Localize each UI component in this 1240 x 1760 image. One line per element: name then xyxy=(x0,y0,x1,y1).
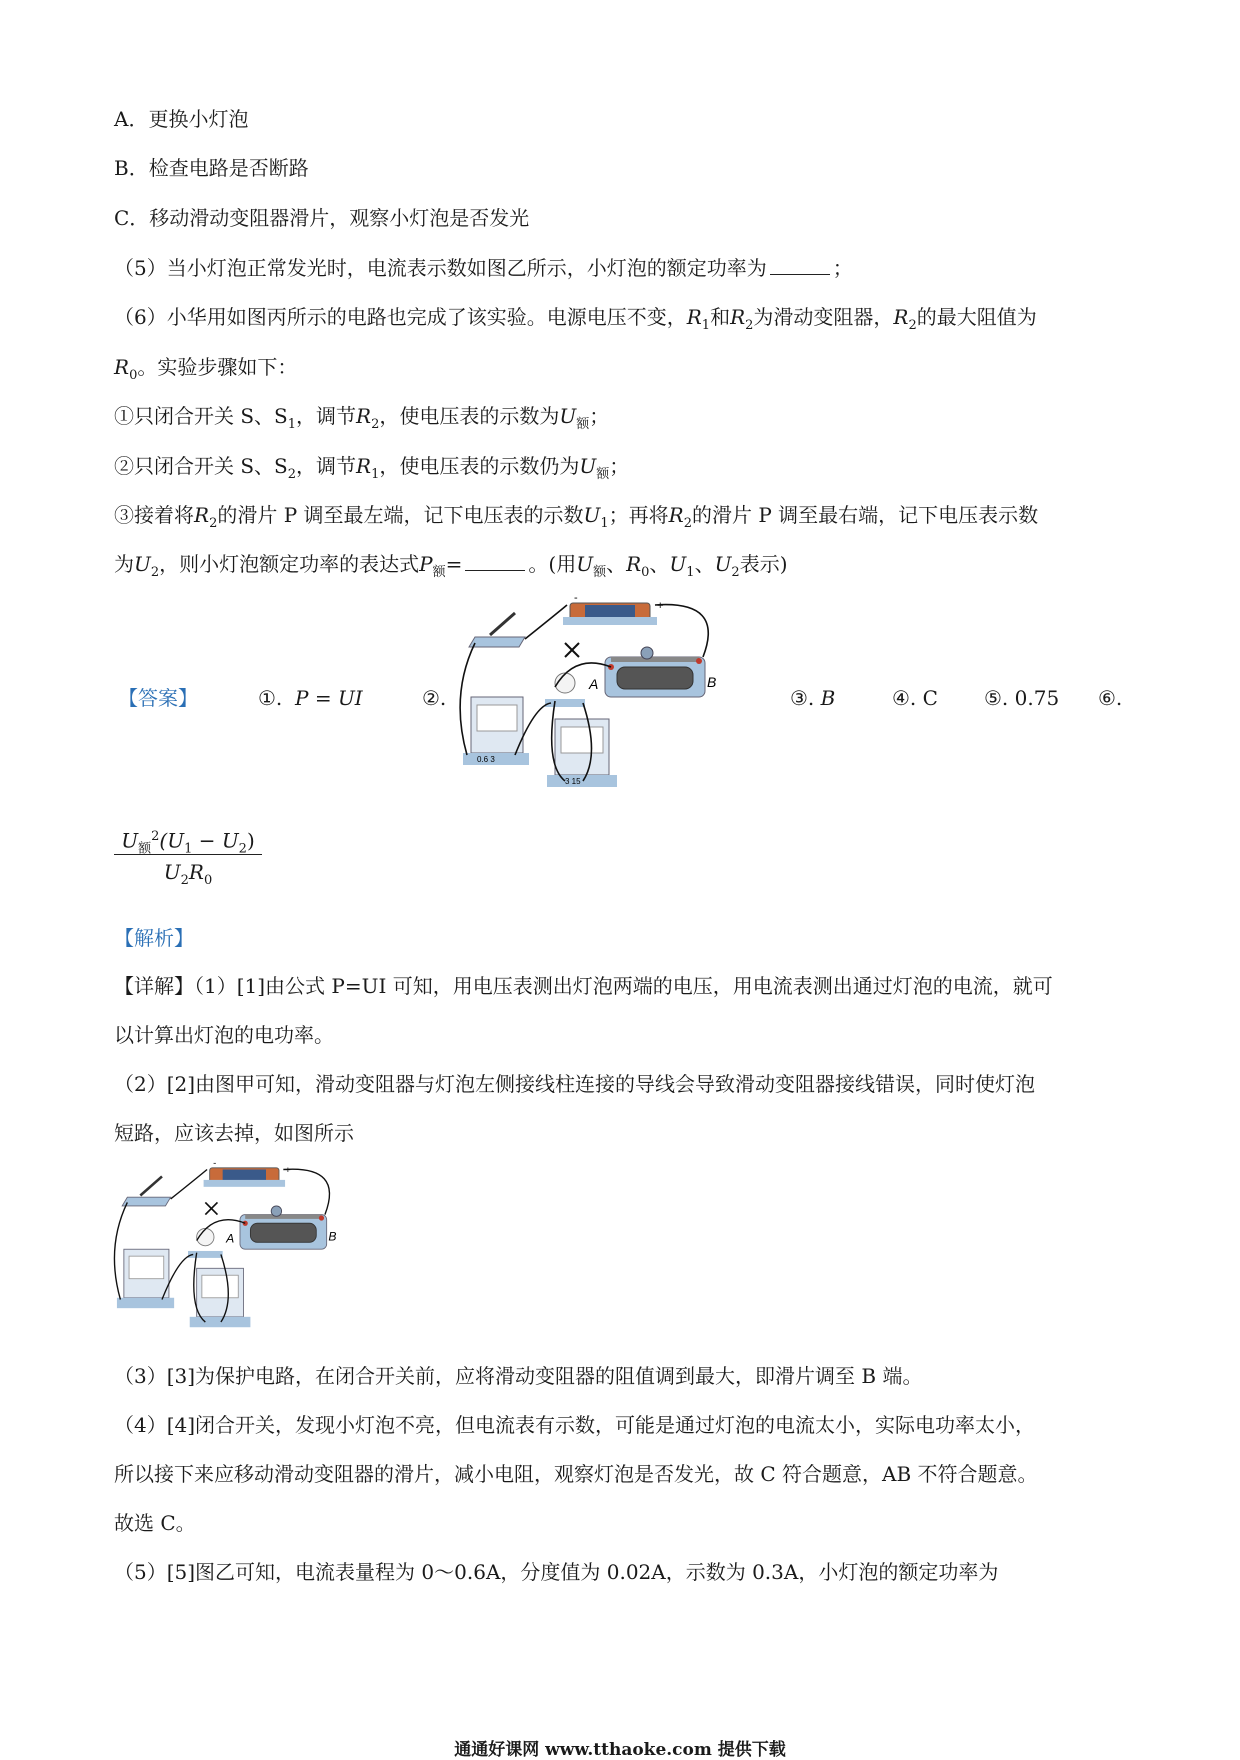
symbol-u: U xyxy=(583,503,601,527)
answer-6: ⑥. xyxy=(1098,686,1123,710)
step-text: 、 xyxy=(649,552,670,576)
answer-number: ⑤. xyxy=(984,686,1009,710)
subscript: 2 xyxy=(180,873,189,888)
symbol-r: R xyxy=(893,305,909,329)
symbol-u: U xyxy=(579,454,597,478)
voltmeter-ticks: 3 15 xyxy=(565,777,581,786)
formula-symbol: U xyxy=(121,828,139,853)
q6-text: （6）小华用如图丙所示的电路也完成了该实验。电源电压不变， xyxy=(114,305,687,329)
step-text: 的滑片 P 调至最左端，记下电压表的示数 xyxy=(217,503,584,527)
subscript: 1 xyxy=(701,318,711,333)
symbol-u: U xyxy=(714,552,732,576)
subscript: 0 xyxy=(203,873,213,888)
formula-denominator xyxy=(114,857,262,887)
voltmeter-dial xyxy=(561,727,603,753)
ammeter-base xyxy=(117,1298,174,1308)
subscript: 额 xyxy=(432,565,446,580)
battery xyxy=(223,1170,266,1182)
battery-minus: - xyxy=(574,595,578,604)
answer-tag: 【答案】 xyxy=(118,686,198,710)
subscript: 1 xyxy=(686,565,695,580)
symbol-r: R xyxy=(626,552,642,576)
rheostat-coil xyxy=(250,1223,316,1242)
symbol-u: U xyxy=(559,404,577,428)
wire xyxy=(171,1170,207,1199)
formula-symbol: R xyxy=(188,860,204,884)
label-b: B xyxy=(707,674,717,690)
q5-end: ； xyxy=(832,256,853,280)
switch-lever xyxy=(490,613,515,635)
ammeter-base xyxy=(463,753,529,765)
answer-1 xyxy=(258,686,363,710)
q6-text: 的最大阻值为 xyxy=(916,305,1037,329)
step-text: 表示) xyxy=(739,552,788,576)
battery-base xyxy=(204,1180,285,1187)
step-text: ③接着将 xyxy=(114,503,194,527)
superscript: 2 xyxy=(151,829,160,844)
step-1 xyxy=(114,404,609,437)
step-3 xyxy=(114,503,1038,536)
subscript: 额 xyxy=(576,417,590,432)
step-text: 。(用 xyxy=(528,552,577,576)
symbol-r: R xyxy=(356,454,372,478)
label-a: A xyxy=(589,676,599,692)
voltmeter-dial xyxy=(202,1275,238,1298)
formula-symbol: − U xyxy=(192,828,239,853)
detail-tag: 【详解】 xyxy=(114,974,194,998)
voltmeter-base xyxy=(547,775,617,787)
symbol-u: U xyxy=(669,552,687,576)
battery-plus: + xyxy=(285,1164,291,1176)
step-text: ；再将 xyxy=(608,503,669,527)
symbol-r: R xyxy=(730,305,746,329)
q6-text: 。实验步骤如下： xyxy=(137,355,298,379)
question-6-line1 xyxy=(114,305,1037,338)
subscript: 2 xyxy=(371,417,380,432)
q6-text: 为滑动变阻器， xyxy=(753,305,894,329)
subscript: 1 xyxy=(184,841,193,857)
step-4 xyxy=(114,552,788,585)
step-text: ，使电压表的示数仍为 xyxy=(379,454,580,478)
subscript: 额 xyxy=(596,467,610,482)
answer-4 xyxy=(892,686,938,710)
step-text: ，调节 xyxy=(296,404,357,428)
detail-4b: 所以接下来应移动滑动变阻器的滑片，减小电阻，观察灯泡是否发光，故 C 符合题意，AB 不符合题意。 xyxy=(114,1462,1038,1486)
switch xyxy=(122,1197,171,1206)
battery-base xyxy=(563,617,657,625)
step-text: ； xyxy=(609,454,630,478)
step-text: 、 xyxy=(606,552,627,576)
answer-value: C xyxy=(922,686,938,710)
detail-1b: 以计算出灯泡的电功率。 xyxy=(114,1023,334,1047)
answer-6-formula xyxy=(114,822,262,887)
battery-plus: + xyxy=(657,600,664,612)
subscript: 2 xyxy=(731,565,740,580)
subscript: 额 xyxy=(593,565,607,580)
subscript: 1 xyxy=(600,516,609,531)
rheostat-coil xyxy=(617,667,693,689)
switch-lever xyxy=(140,1176,162,1195)
option-c: C．移动滑动变阻器滑片，观察小灯泡是否发光 xyxy=(114,206,530,230)
answer-value: 0.75 xyxy=(1014,686,1060,710)
switch xyxy=(469,637,525,647)
step-text: ①只闭合开关 S、S xyxy=(114,404,288,428)
detail-4: （4）[4]闭合开关，发现小灯泡不亮，但电流表有示数，可能是通过灯泡的电流太小，实际电功率太小， xyxy=(114,1413,1036,1437)
symbol-r: R xyxy=(114,355,130,379)
rheostat-slider xyxy=(641,647,653,659)
circuit-diagram xyxy=(455,595,755,795)
symbol-p: P xyxy=(419,552,433,576)
wire xyxy=(655,605,708,657)
subscript: 0 xyxy=(641,565,650,580)
terminal xyxy=(319,1215,324,1220)
subscript: 2 xyxy=(150,565,160,580)
subscript: 2 xyxy=(209,516,218,531)
page-footer: 通通好课网 www.tthaoke.com 提供下载 xyxy=(454,1740,786,1760)
ammeter-dial xyxy=(129,1256,164,1279)
answer-value: B xyxy=(820,686,836,710)
answer-3 xyxy=(790,686,835,710)
subscript: 1 xyxy=(287,417,297,432)
subscript: 2 xyxy=(683,516,692,531)
detail-2: （2）[2]由图甲可知，滑动变阻器与灯泡左侧接线柱连接的导线会导致滑动变阻器接线错误，同时使灯泡 xyxy=(114,1072,1036,1096)
subscript: 0 xyxy=(129,368,138,383)
symbol-u: U xyxy=(134,552,151,576)
voltmeter-base xyxy=(190,1317,251,1327)
detail-2b: 短路，应该去掉，如图所示 xyxy=(114,1121,354,1145)
q6-text: 和 xyxy=(710,305,731,329)
subscript: 2 xyxy=(745,318,754,333)
symbol-r: R xyxy=(356,404,372,428)
step-text: ，则小灯泡额定功率的表达式 xyxy=(159,552,420,576)
step-text: ，调节 xyxy=(296,454,357,478)
detail-1 xyxy=(114,974,1053,998)
detail-4c: 故选 C。 xyxy=(114,1511,196,1535)
subscript: 1 xyxy=(371,467,380,482)
analysis-tag: 【解析】 xyxy=(114,926,194,950)
question-6-line2 xyxy=(114,355,297,388)
answer-number: ④. xyxy=(892,686,917,710)
circuit-diagram-corrected xyxy=(110,1160,370,1335)
symbol-u: U xyxy=(576,552,594,576)
q5-text: （5）当小灯泡正常发光时，电流表示数如图乙所示，小灯泡的额定功率为 xyxy=(114,256,767,280)
option-b: B．检查电路是否断路 xyxy=(114,156,309,180)
rheostat-bar xyxy=(611,657,699,662)
step-text: ②只闭合开关 S、S xyxy=(114,454,288,478)
formula-numerator xyxy=(114,822,262,857)
wire xyxy=(525,605,567,639)
rheostat-slider xyxy=(271,1206,281,1216)
terminal xyxy=(696,658,702,664)
step-text: 的滑片 P 调至最右端，记下电压表示数 xyxy=(692,503,1039,527)
option-a: A．更换小灯泡 xyxy=(114,107,249,131)
rheostat-bar xyxy=(245,1215,321,1219)
ammeter-dial xyxy=(477,705,517,731)
detail-5: （5）[5]图乙可知，电流表量程为 0～0.6A，分度值为 0.02A，示数为 0.3A，小灯泡的额定功率为 xyxy=(114,1560,999,1584)
answer-5 xyxy=(984,686,1059,710)
step-text: = xyxy=(445,552,463,576)
step-text: 、 xyxy=(694,552,715,576)
answer-2: ②. xyxy=(422,686,447,710)
label-a: A xyxy=(226,1231,235,1246)
step-text: 为 xyxy=(114,552,134,576)
answer-number: ③. xyxy=(790,686,815,710)
battery xyxy=(585,605,635,619)
detail-3: （3）[3]为保护电路，在闭合开关前，应将滑动变阻器的阻值调到最大，即滑片调至 B 端。 xyxy=(114,1364,923,1388)
subscript: 2 xyxy=(287,467,297,482)
step-text: ，使电压表的示数为 xyxy=(379,404,560,428)
detail-text: （1）[1]由公式 P=UI 可知，用电压表测出灯泡两端的电压，用电流表测出通过灯泡的电流，就可 xyxy=(194,974,1053,998)
step-2 xyxy=(114,454,629,487)
symbol-r: R xyxy=(194,503,210,527)
answer-value: P = UI xyxy=(295,686,363,710)
symbol-r: R xyxy=(668,503,684,527)
ammeter-ticks: 0.6 3 xyxy=(477,755,495,764)
battery-minus: - xyxy=(213,1160,217,1170)
step-text: ； xyxy=(589,404,610,428)
subscript: 额 xyxy=(138,841,152,857)
subscript: 2 xyxy=(908,318,917,333)
symbol-r: R xyxy=(686,305,702,329)
answer-blank xyxy=(465,552,525,571)
answer-blank xyxy=(770,256,830,275)
formula-symbol: ) xyxy=(246,828,255,853)
formula-symbol: U xyxy=(163,860,181,884)
subscript: 2 xyxy=(238,841,247,857)
formula-symbol: (U xyxy=(159,828,185,853)
question-5 xyxy=(114,256,853,280)
label-b: B xyxy=(328,1229,337,1244)
answer-number: ①. xyxy=(258,686,283,710)
